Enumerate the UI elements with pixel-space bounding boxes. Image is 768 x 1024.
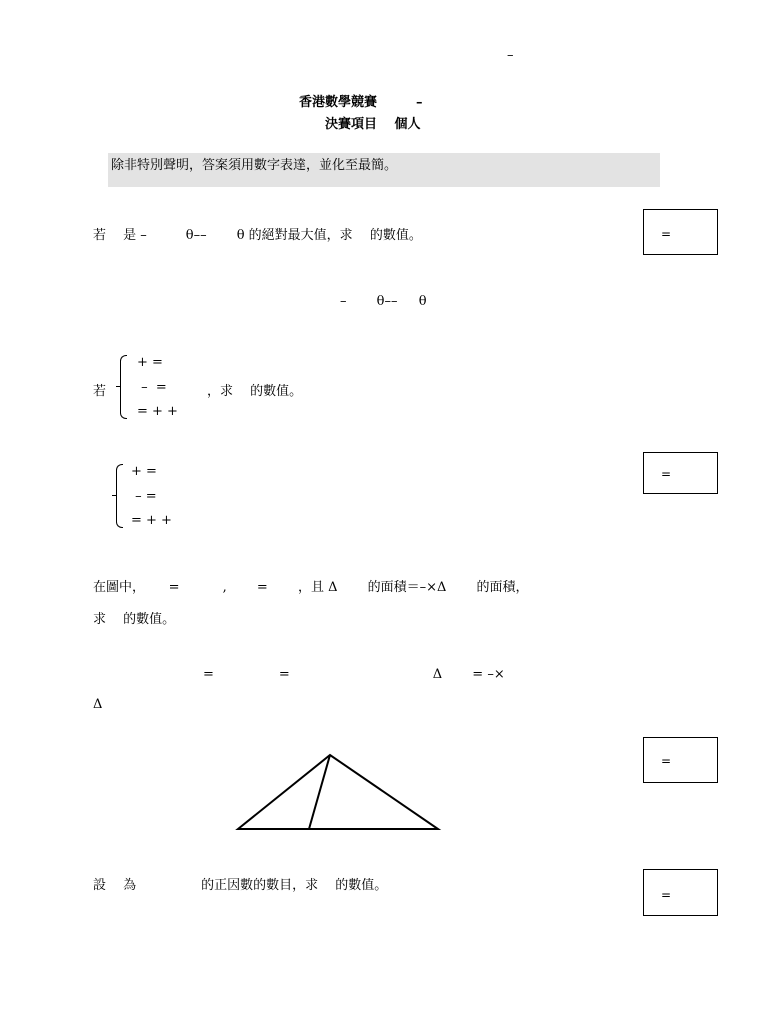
answer-box-2[interactable] xyxy=(643,452,718,494)
instruction-banner xyxy=(108,153,660,187)
question-1-text: 若 是 – θ–– θ 的絕對最大值，求 的數值。 xyxy=(93,228,422,243)
header-dash: – xyxy=(507,48,514,63)
question-3-line-1: 在圖中， = , = ，且 Δ 的面積＝–×Δ 的面積， xyxy=(93,580,529,595)
answer-box-4[interactable] xyxy=(643,869,718,916)
instruction-text: 除非特別聲明，答案須用數字表達，並化至最簡。 xyxy=(111,158,398,173)
question-2-prefix: 若 xyxy=(93,384,107,399)
question-2-suffix: ，求 的數值。 xyxy=(207,384,303,399)
question-1-working: – θ–– θ xyxy=(340,294,427,309)
triangle-outline xyxy=(238,755,438,829)
page-subtitle: 決賽項目 個人 xyxy=(325,117,421,132)
answer-box-1[interactable] xyxy=(643,209,718,255)
working-brace-tip xyxy=(112,495,116,496)
working-equation-2: – = xyxy=(131,489,157,504)
answer-box-3[interactable] xyxy=(643,737,718,783)
equation-brace-tip xyxy=(116,386,120,387)
answer-box-1-label: = xyxy=(661,227,672,241)
question-4-text: 設 為 的正因數的數目，求 的數值。 xyxy=(93,878,388,893)
working-brace xyxy=(116,464,123,528)
working-equation-1: + = xyxy=(131,464,157,479)
question-3-line-2: 求 的數值。 xyxy=(93,612,176,627)
question-3-working-1: = = Δ = –× xyxy=(203,667,505,682)
question-3-working-2: Δ xyxy=(93,697,103,712)
triangle-cevian xyxy=(309,755,330,829)
page-title: 香港數學競賽 – xyxy=(299,95,423,110)
triangle-diagram xyxy=(230,748,450,838)
answer-box-3-label: = xyxy=(661,754,672,768)
answer-box-4-label: = xyxy=(661,888,672,902)
system-equation-2: – = xyxy=(137,380,167,395)
system-equation-1: + = xyxy=(137,355,163,370)
working-equation-3: = + + xyxy=(131,513,172,528)
answer-box-2-label: = xyxy=(661,467,672,481)
equation-brace xyxy=(120,355,127,419)
system-equation-3: = + + xyxy=(137,404,178,419)
